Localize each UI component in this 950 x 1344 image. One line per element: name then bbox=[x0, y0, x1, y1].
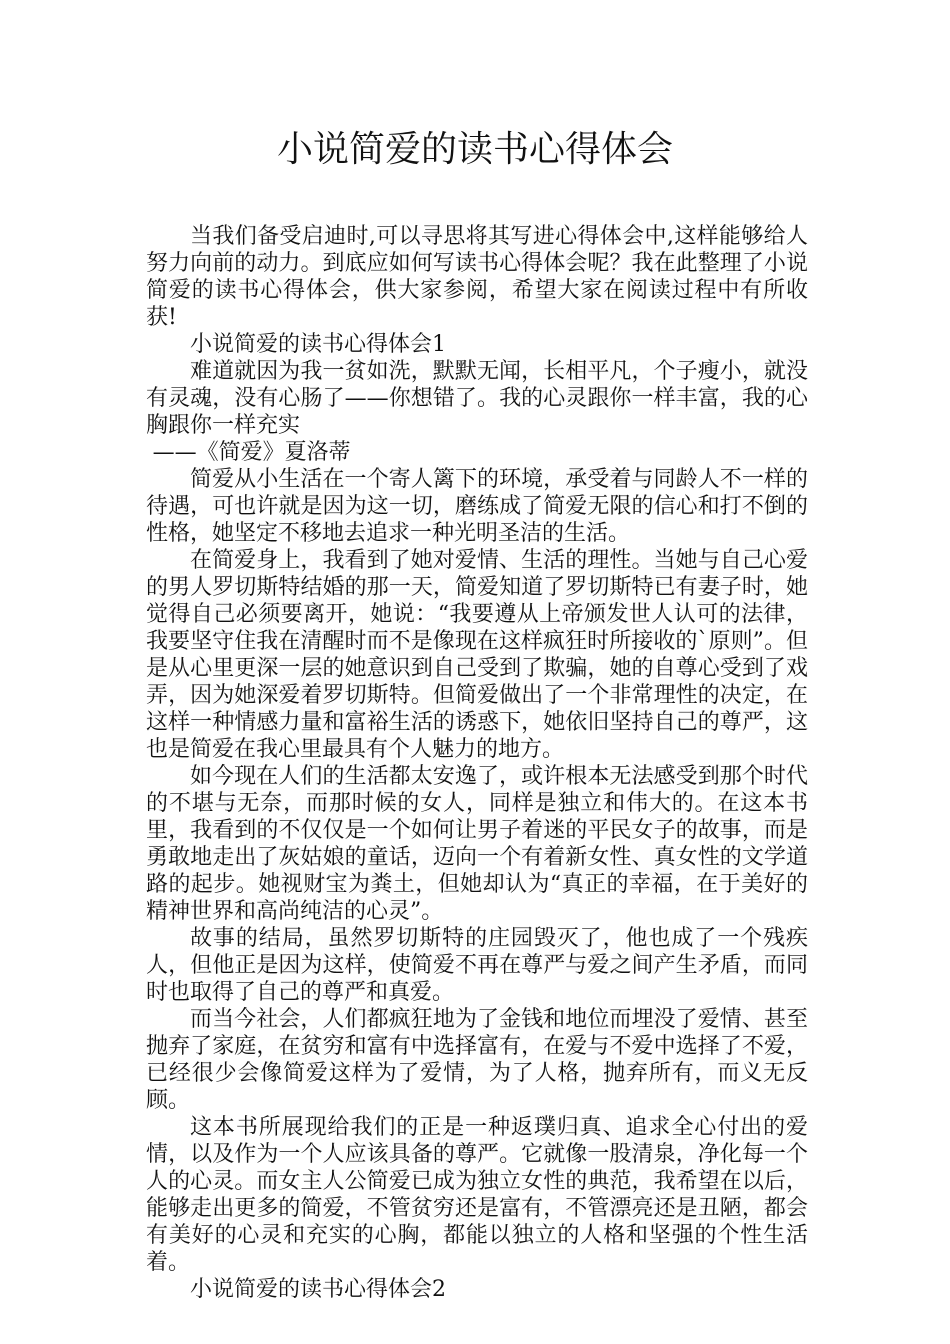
body-paragraph: 如今现在人们的生活都太安逸了，或许根本无法感受到那个时代的不堪与无奈，而那时候的女人，同样是独立和伟大的。在这本书里，我看到的不仅仅是一个如何让男子着迷的平民女子的故事，而是勇敢地走出了灰姑娘的童话，迈向一个有着新女性、真女性的文学道路的起步。她视财宝为粪土，但她却认为“真正的幸福，在于美好的精神世界和高尚纯洁的心灵”。 bbox=[146, 764, 808, 924]
body-paragraph: 而当今社会，人们都疯狂地为了金钱和地位而埋没了爱情、甚至抛弃了家庭，在贫穷和富有中选择富有，在爱与不爱中选择了不爱，已经很少会像简爱这样为了爱情，为了人格，抛弃所有，而义无反顾。 bbox=[146, 1007, 808, 1113]
section-heading-2: 小说简爱的读书心得体会2 bbox=[190, 1277, 446, 1302]
body-paragraph: 故事的结局，虽然罗切斯特的庄园毁灭了，他也成了一个残疾人，但他正是因为这样，使简爱不再在尊严与爱之间产生矛盾，而同时也取得了自己的尊严和真爱。 bbox=[146, 926, 808, 1005]
quote-paragraph: 难道就因为我一贫如洗，默默无闻，长相平凡，个子瘦小，就没有灵魂，没有心肠了——你想错了。我的心灵跟你一样丰富，我的心胸跟你一样充实 bbox=[146, 359, 808, 438]
document-body bbox=[146, 223, 808, 1303]
body-paragraph: 简爱从小生活在一个寄人篱下的环境，承受着与同龄人不一样的待遇，可也许就是因为这一切，磨练成了简爱无限的信心和打不倒的性格，她坚定不移地去追求一种光明圣洁的生活。 bbox=[146, 467, 808, 546]
section-heading-1: 小说简爱的读书心得体会1 bbox=[190, 332, 446, 357]
quote-attribution: ——《简爱》夏洛蒂 bbox=[152, 440, 351, 465]
intro-paragraph: 当我们备受启迪时,可以寻思将其写进心得体会中,这样能够给人努力向前的动力。到底应如何写读书心得体会呢？我在此整理了小说简爱的读书心得体会，供大家参阅，希望大家在阅读过程中有所收获! bbox=[146, 224, 808, 330]
body-paragraph: 这本书所展现给我们的正是一种返璞归真、追求全心付出的爱情，以及作为一个人应该具备的尊严。它就像一股清泉，净化每一个人的心灵。而女主人公简爱已成为独立女性的典范，我希望在以后，能够走出更多的简爱，不管贫穷还是富有，不管漂亮还是丑陋，都会有美好的心灵和充实的心胸，都能以独立的人格和坚强的个性生活着。 bbox=[146, 1115, 808, 1275]
body-paragraph: 在简爱身上，我看到了她对爱情、生活的理性。当她与自己心爱的男人罗切斯特结婚的那一天，简爱知道了罗切斯特已有妻子时，她觉得自己必须要离开，她说：“我要遵从上帝颁发世人认可的法律，我要坚守住我在清醒时而不是像现在这样疯狂时所接收的`原则”。但是从心里更深一层的她意识到自己受到了欺骗，她的自尊心受到了戏弄，因为她深爱着罗切斯特。但简爱做出了一个非常理性的决定，在这样一种情感力量和富裕生活的诱惑下，她依旧坚持自己的尊严，这也是简爱在我心里最具有个人魅力的地方。 bbox=[146, 548, 808, 762]
document-title: 小说简爱的读书心得体会 bbox=[276, 129, 673, 170]
